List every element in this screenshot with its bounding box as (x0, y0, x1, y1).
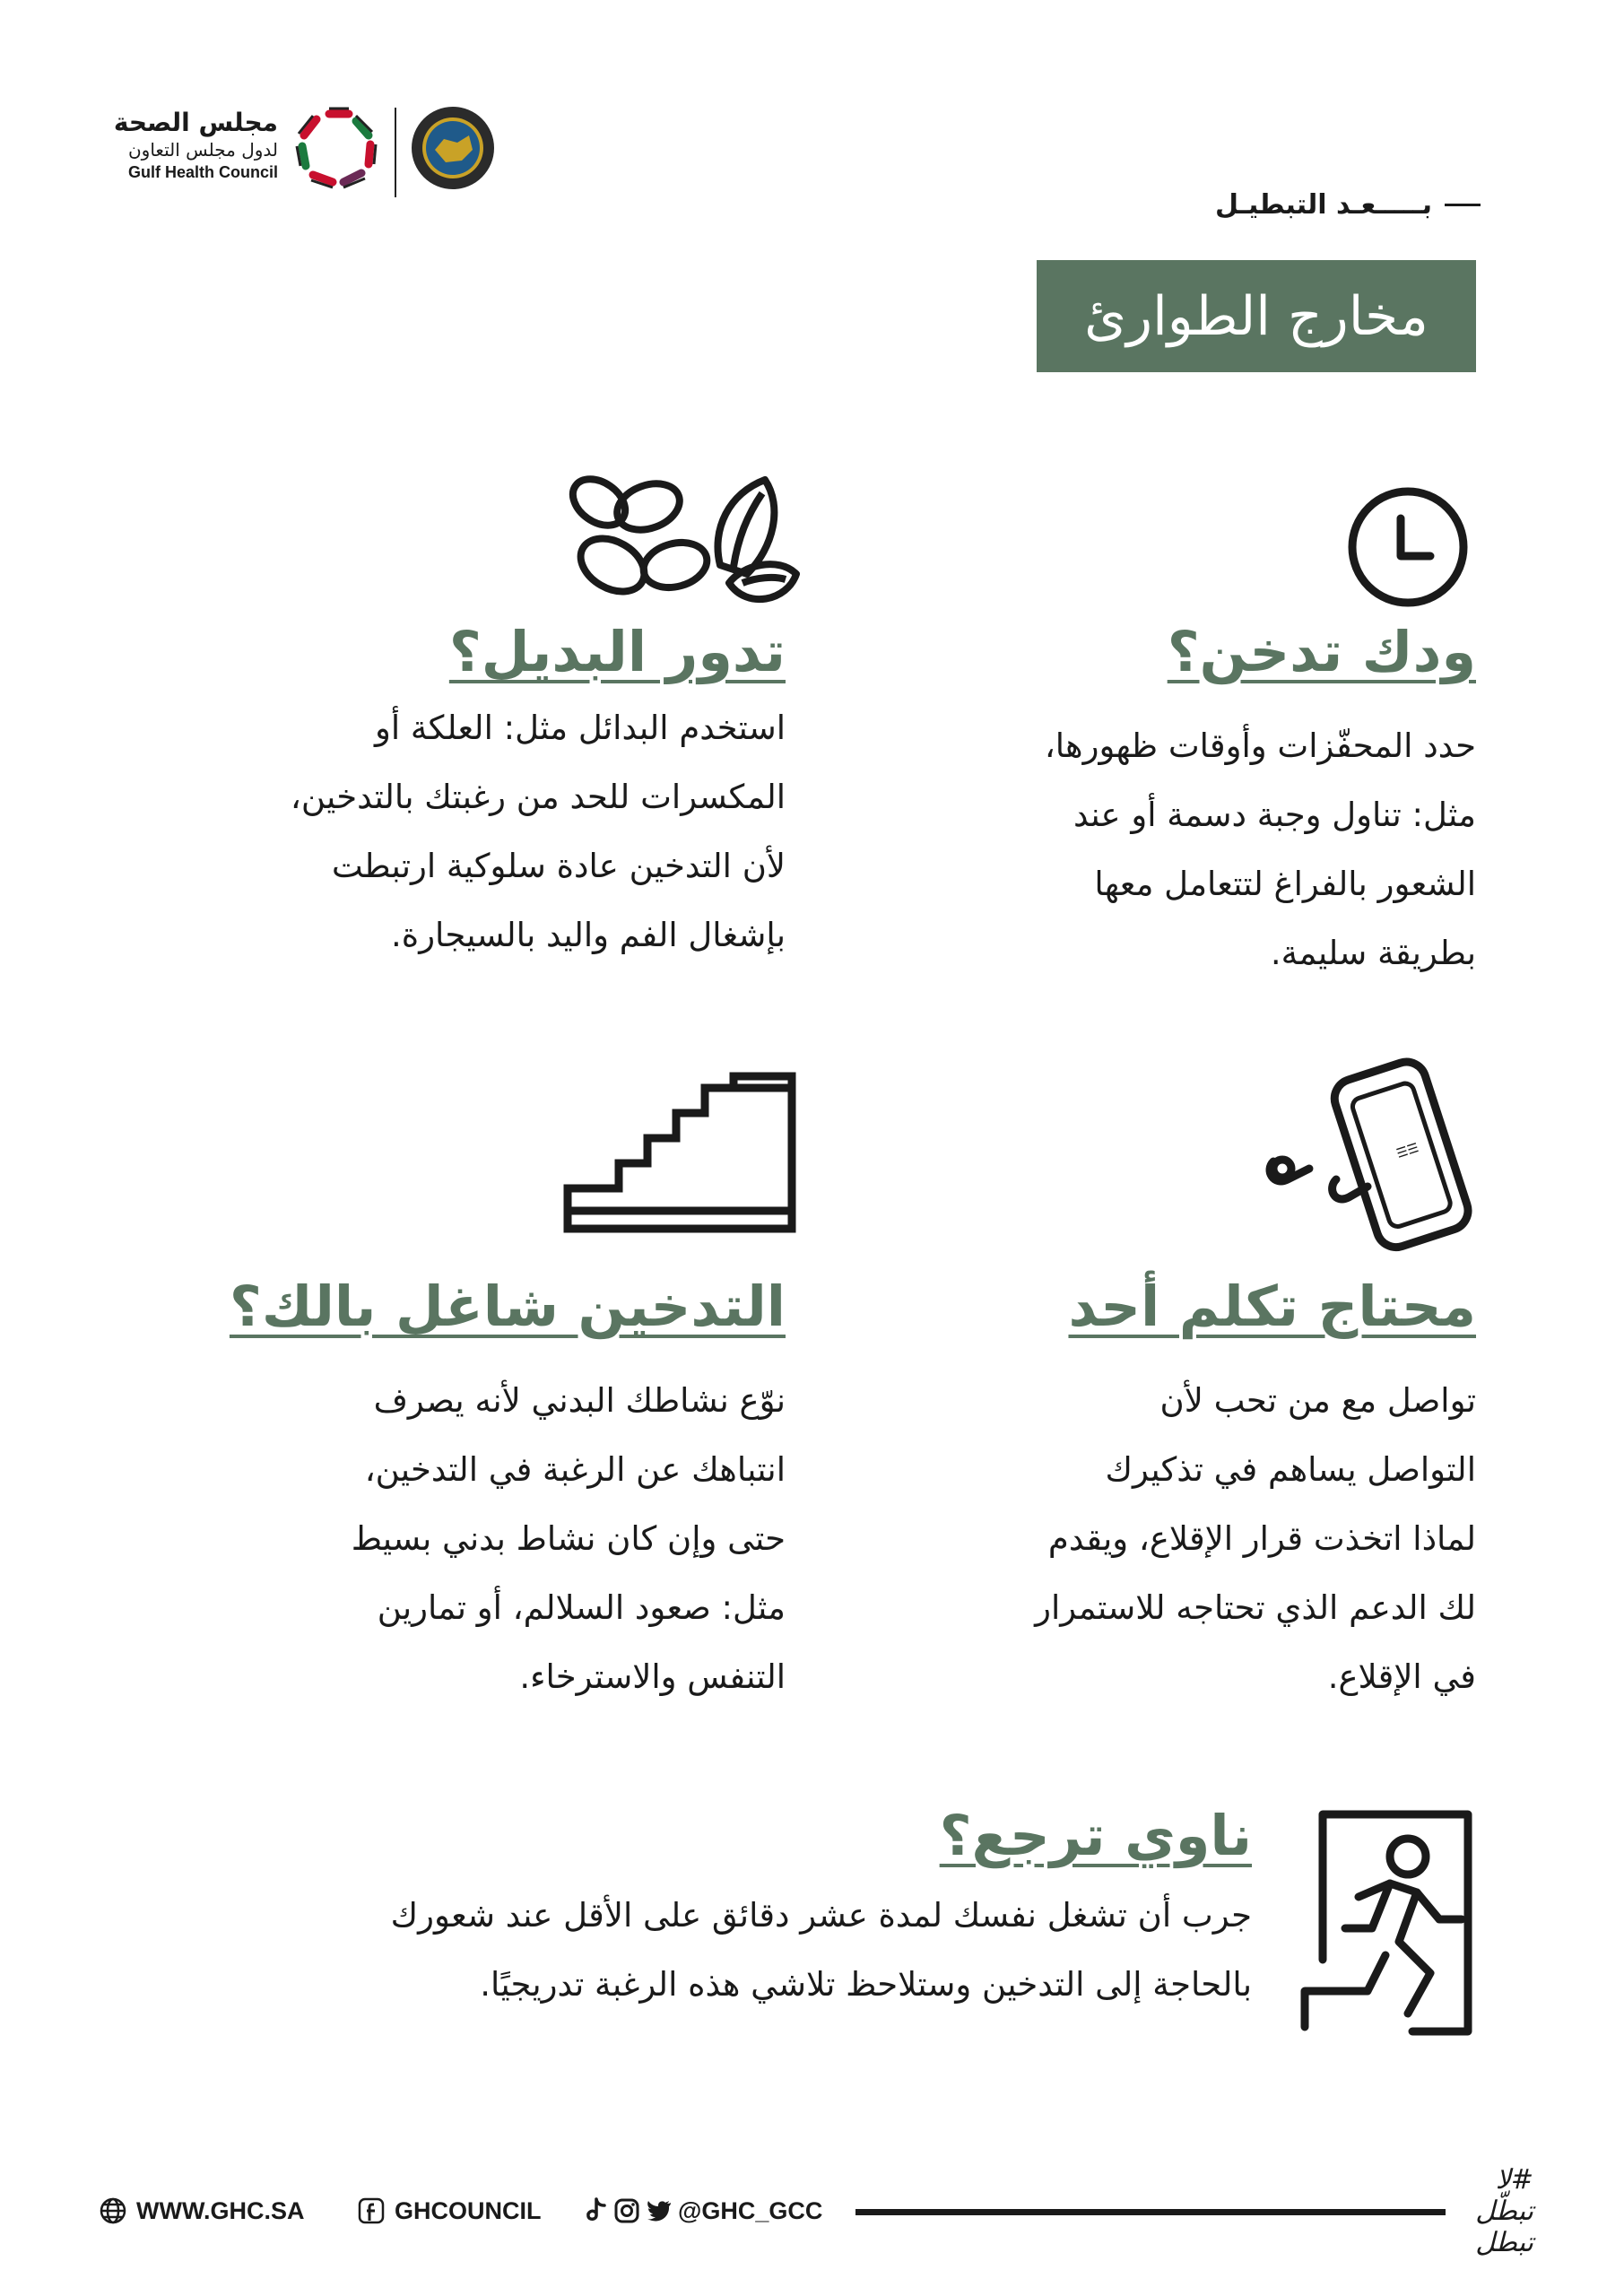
body-line: مثل: تناول وجبة دسمة أو عند (1073, 796, 1476, 834)
body-line: لأن التدخين عادة سلوكية ارتبطت (331, 847, 786, 885)
body-line: الشعور بالفراغ لتتعامل معها (1094, 865, 1476, 903)
website-text: WWW.GHC.SA (136, 2196, 305, 2224)
title-banner (1037, 260, 1476, 372)
facebook-text: GHCOUNCIL (395, 2196, 542, 2224)
section-talk (884, 1274, 1476, 1711)
logo-arabic-sub: لدول مجلس التعاون (127, 139, 278, 161)
footer-website[interactable] (99, 2188, 304, 2233)
body-line: استخدم البدائل مثل: العلكة أو (375, 709, 786, 747)
body-line: بالحاجة إلى التدخين وستلاحظ تلاشي هذه الرغبة تدريجيًا. (480, 1965, 1252, 2004)
section-triggers (920, 619, 1476, 987)
body-line: جرب أن تشغل نفسك لمدة عشر دقائق على الأقل عند شعورك (390, 1896, 1252, 1935)
body-line: في الإقلاع. (1327, 1657, 1476, 1696)
section-title: تدور البديل؟ (448, 619, 786, 684)
logo-divider (395, 108, 396, 197)
emergency-exit-icon (1296, 1807, 1475, 2040)
footer-social[interactable] (583, 2188, 822, 2233)
footer-divider-line (855, 2209, 1446, 2215)
page-title: مخارج الطوارئ (1084, 284, 1429, 348)
tiktok-icon (583, 2196, 608, 2225)
body-line: لك الدعم الذي تحتاجه للاستمرار (1035, 1588, 1476, 1627)
section-body (920, 711, 1476, 987)
body-line: نوّع نشاطك البدني لأنه يصرف (373, 1381, 786, 1420)
flags-star-icon (287, 99, 386, 197)
section-title: محتاج تكلم أحد (1068, 1274, 1476, 1339)
subtitle: بـــــعـد التبطيـل (1214, 188, 1432, 221)
section-relapse (248, 1803, 1252, 2019)
logo-text (99, 108, 278, 183)
stairs-icon (563, 1072, 796, 1233)
body-line: بإشغال الفم واليد بالسيجارة. (391, 916, 786, 954)
section-title: التدخين شاغل بالك؟ (229, 1274, 786, 1339)
subtitle-row (1215, 187, 1481, 222)
gcc-seal-icon (408, 103, 498, 193)
facebook-icon (357, 2196, 386, 2225)
clock-icon (1345, 484, 1471, 610)
body-line: المكسرات للحد من رغبتك بالتدخين، (290, 778, 786, 816)
section-body (884, 1366, 1476, 1711)
svg-text:☰☰: ☰☰ (1394, 1140, 1421, 1161)
body-line: تواصل مع من تحب لأن (1159, 1381, 1476, 1420)
section-title: ناوي ترجع؟ (939, 1803, 1252, 1868)
body-line: مثل: صعود السلالم، أو تمارين (377, 1588, 786, 1627)
body-line: التواصل يساهم في تذكيرك (1105, 1450, 1476, 1489)
section-body (248, 1881, 1252, 2019)
footer-hashtag: #لا تبطّل تبطل (1475, 2163, 1533, 2258)
body-line: بطريقة سليمة. (1270, 934, 1476, 972)
footer-facebook[interactable] (357, 2188, 542, 2233)
section-alternatives (212, 619, 786, 970)
instagram-icon (613, 2197, 640, 2224)
nuts-icon (563, 466, 805, 619)
logo-english-name: Gulf Health Council (127, 163, 278, 181)
section-body (212, 1366, 786, 1711)
body-line: حتى وإن كان نشاط بدني بسيط (351, 1519, 786, 1558)
twitter-icon (646, 2198, 673, 2223)
phone-earbuds-icon (1255, 1054, 1480, 1260)
social-handle-text: @GHC_GCC (678, 2196, 823, 2224)
section-activity (212, 1274, 786, 1711)
body-line: لماذا اتخذت قرار الإقلاع، ويقدم (1047, 1519, 1476, 1558)
subtitle-dash (1445, 204, 1481, 206)
body-line: التنفس والاسترخاء. (519, 1657, 786, 1696)
body-line: حدد المحفّزات وأوقات ظهورها، (1044, 726, 1476, 765)
footer (99, 2163, 1533, 2258)
gulf-health-council-logo (99, 99, 493, 206)
logo-arabic-name: مجلس الصحة (113, 108, 278, 137)
section-title: ودك تدخن؟ (1167, 619, 1476, 684)
globe-icon (99, 2196, 127, 2225)
body-line: انتباهك عن الرغبة في التدخين، (364, 1450, 786, 1489)
section-body (212, 693, 786, 970)
